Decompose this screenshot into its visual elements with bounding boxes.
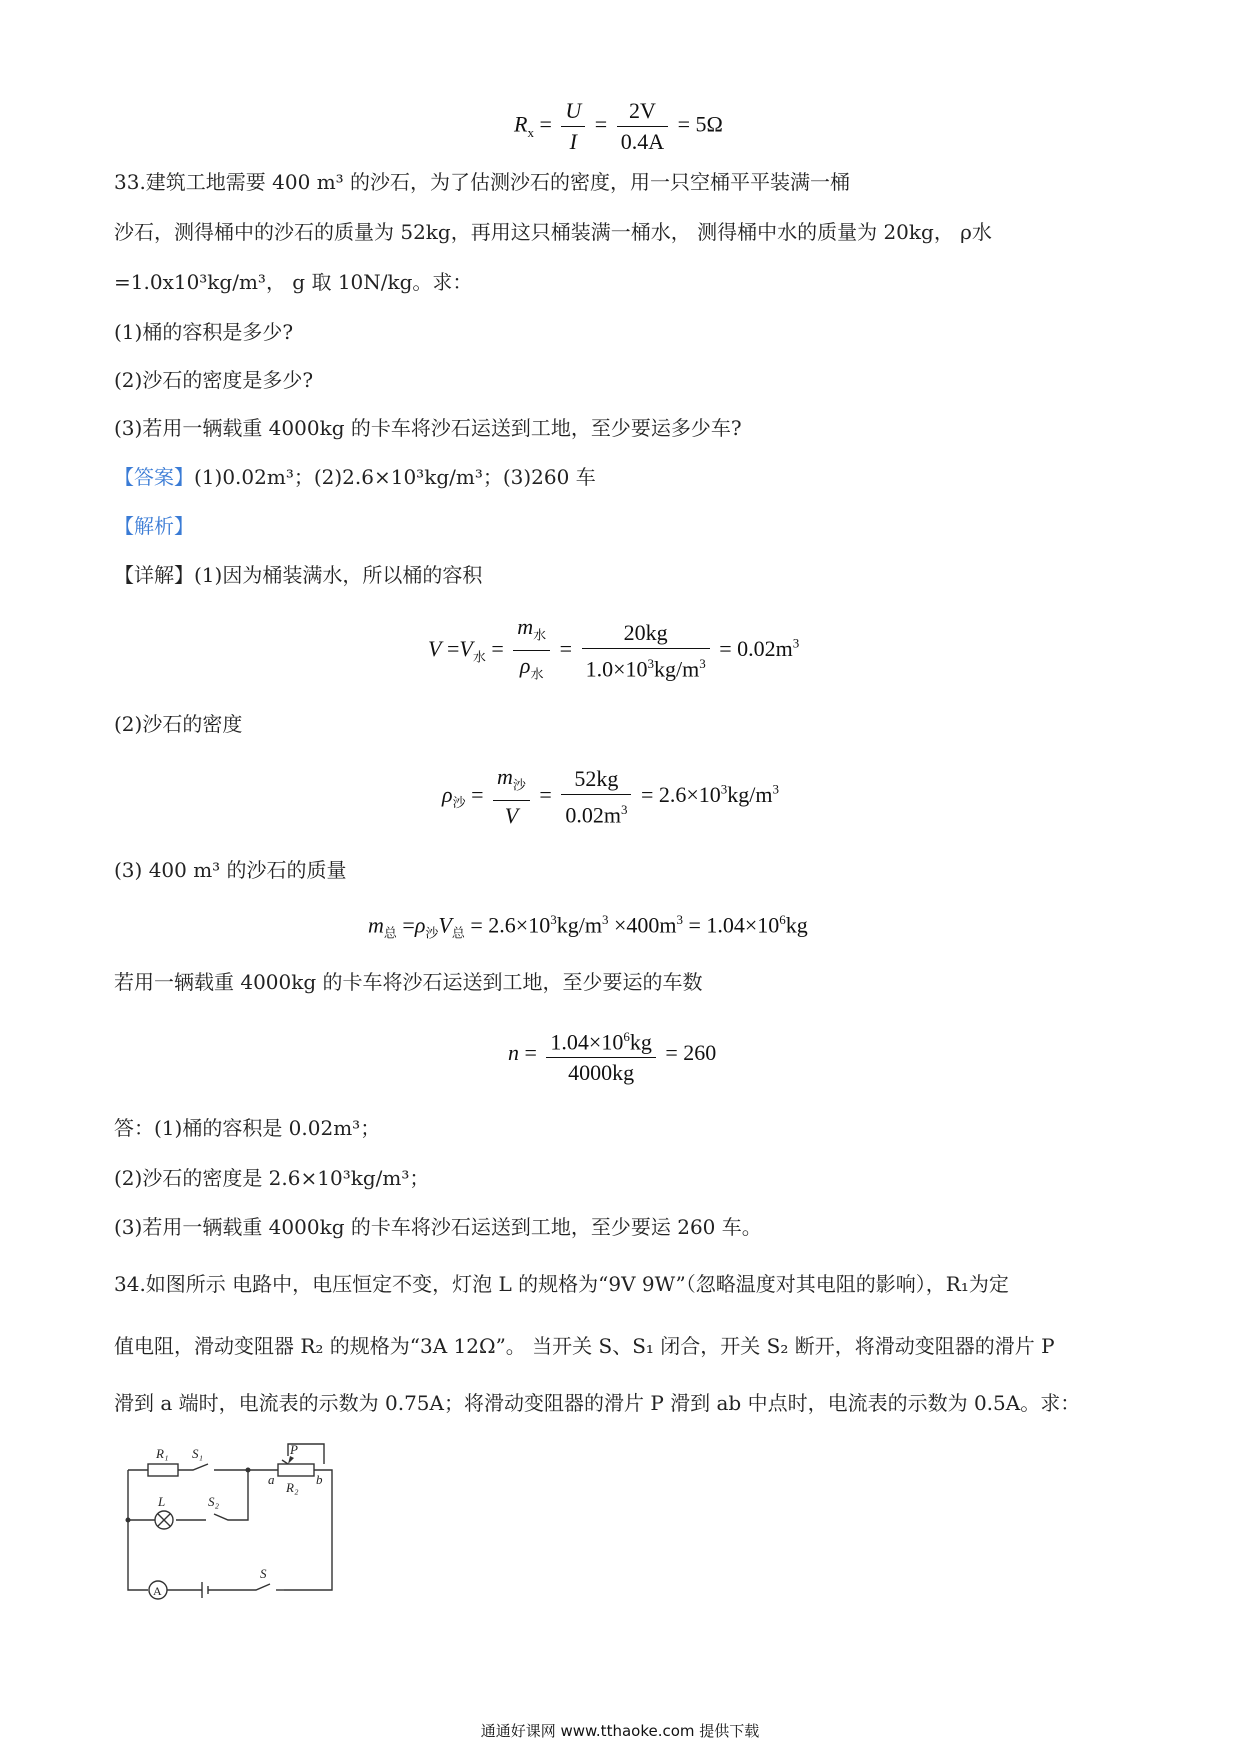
resistor-r1 <box>148 1464 178 1476</box>
q33-line-3: =1.0x10³kg/m³， g 取 10N/kg。求： <box>114 270 473 294</box>
label-r2: R₂ <box>286 1480 299 1495</box>
detail-2: (2)沙石的密度 <box>114 712 243 736</box>
conclusion-2: (2)沙石的密度是 2.6×10³kg/m³； <box>114 1166 430 1190</box>
detail-4: 若用一辆载重 4000kg 的卡车将沙石运送到工地，至少要运的车数 <box>114 970 703 994</box>
q34-line-1: 34.如图所示 电路中，电压恒定不变，灯泡 L 的规格为“9V 9W”（忽略温度对其电阻的影响），R₁为定 <box>114 1272 1009 1296</box>
label-s2: S₂ <box>208 1494 220 1509</box>
conclusion-1: 答：(1)桶的容积是 0.02m³； <box>114 1116 381 1140</box>
detail-3: (3) 400 m³ 的沙石的质量 <box>114 858 347 882</box>
q33-line-2: 沙石，测得桶中的沙石的质量为 52kg，再用这只桶装满一桶水， 测得桶中水的质量为 20kg， ρ水 <box>114 220 992 244</box>
analysis-tag: 【解析】 <box>114 514 194 538</box>
answer-text: (1)0.02m³；(2)2.6×10³kg/m³；(3)260 车 <box>194 465 596 489</box>
circuit-diagram <box>118 1440 368 1600</box>
formula-rx: $R_x$ = $\frac{U}{I}$ = $\frac{2V}{0.4A}$ = 5Ω <box>514 98 723 154</box>
q33-sub-1: (1)桶的容积是多少? <box>114 320 294 344</box>
label-p: P <box>290 1442 298 1457</box>
label-b: b <box>316 1472 323 1487</box>
formula-mass: $m_总 =\rho_沙V_总 = 2.6\times 10^3kg/m^3 \times 400m^3 = 1.04\times 10^6kg$ <box>368 912 808 941</box>
q33-sub-3: (3)若用一辆载重 4000kg 的卡车将沙石运送到工地，至少要运多少车? <box>114 416 742 440</box>
answer-tag: 【答案】 <box>114 465 194 489</box>
label-ammeter: A <box>153 1584 162 1598</box>
label-r1: R₁ <box>156 1446 169 1461</box>
label-s1: S₁ <box>192 1446 204 1461</box>
detail-1: 【详解】(1)因为桶装满水，所以桶的容积 <box>114 563 483 587</box>
formula-density: $\rho_沙$ = $\frac{m_沙}{V}$ = $\frac{52kg}{0.02m^3}$ = $2.6\times 10^3kg/m^3$ <box>442 764 780 829</box>
label-a: a <box>268 1472 275 1487</box>
label-l: L <box>158 1494 166 1509</box>
label-s: S <box>260 1566 267 1581</box>
page-footer: 通通好课网 www.tthaoke.com 提供下载 <box>480 1722 760 1740</box>
q34-line-3: 滑到 a 端时，电流表的示数为 0.75A；将滑动变阻器的滑片 P 滑到 ab 中点时，电流表的示数为 0.5A。求： <box>114 1391 1081 1415</box>
answer-line <box>114 465 596 489</box>
q33-sub-2: (2)沙石的密度是多少? <box>114 368 314 392</box>
formula-volume: $V =V_水$ = $\frac{m_水}{\rho_水}$ = $\frac{20kg}{1.0\times 10^3kg/m^3}$ = $0.02m^3$ <box>428 614 800 682</box>
q34-line-2: 值电阻，滑动变阻器 R₂ 的规格为“3A 12Ω”。 当开关 S、S₁ 闭合，开关 S₂ 断开，将滑动变阻器的滑片 P <box>114 1334 1055 1358</box>
resistor-r2 <box>278 1464 314 1476</box>
q33-line-1: 33.建筑工地需要 400 m³ 的沙石，为了估测沙石的密度，用一只空桶平平装满一桶 <box>114 170 851 194</box>
conclusion-3: (3)若用一辆载重 4000kg 的卡车将沙石运送到工地，至少要运 260 车。 <box>114 1215 762 1239</box>
formula-trucks: n = $\frac{1.04\times 10^6kg}{4000kg}$ = 260 <box>508 1022 716 1088</box>
